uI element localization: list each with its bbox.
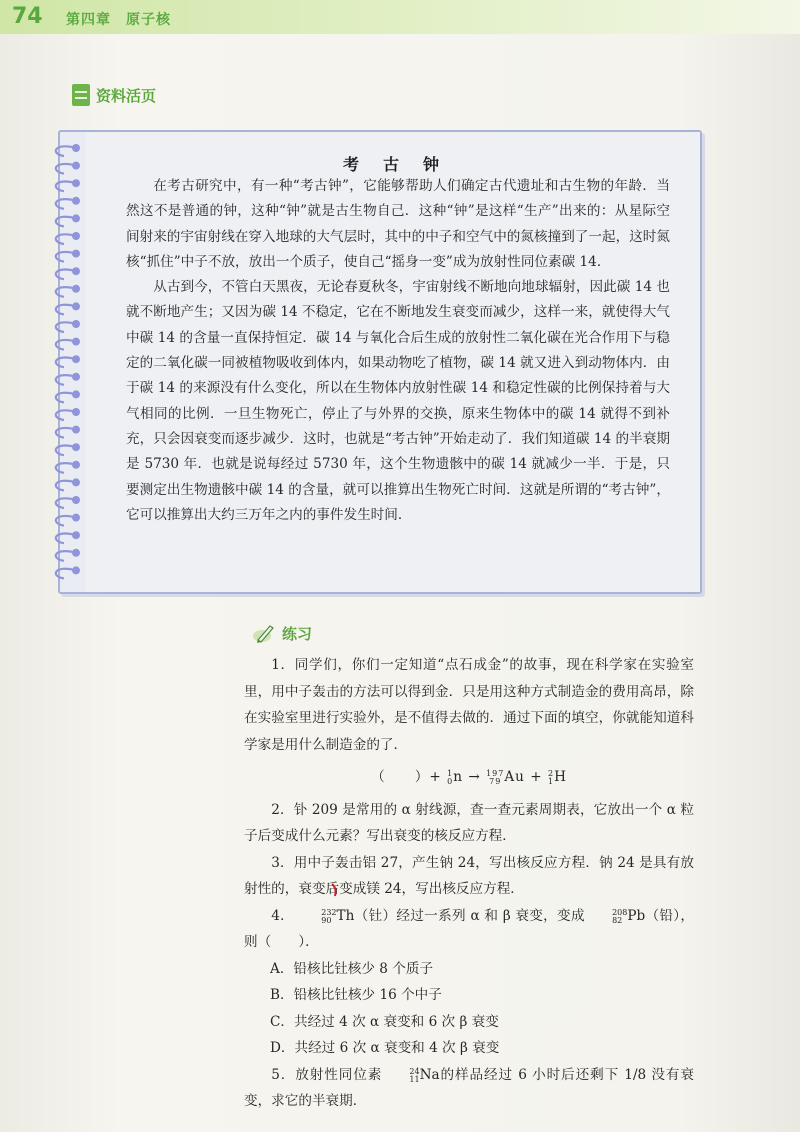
atomic-number: 79 [489, 777, 502, 786]
spiral-ring [56, 569, 76, 579]
nuclide-thorium [294, 908, 336, 925]
exercise-header [252, 622, 312, 644]
equation-1 [244, 764, 694, 791]
spiral-ring [56, 182, 76, 192]
chapter-title: 第四章 原子核 [66, 12, 171, 28]
mass-number: 197 [486, 769, 505, 778]
spiral-ring [56, 252, 76, 262]
page-number: 74 [12, 4, 43, 29]
spiral-ring [56, 410, 76, 420]
atomic-number: 82 [612, 915, 623, 925]
article-title: 考 古 钟 [342, 155, 443, 174]
exercise-1: 1．同学们，你们一定知道“点石成金”的故事，现在科学家在实验室里，用中子轰击的方法可以得到金．只是用这种方式制造金的费用高昂，除在实验室里进行实验外，是不值得去做的．通过下面的填空，你就能知道科学家是用什么制造金的了． [244, 657, 694, 753]
spiral-ring [56, 287, 76, 297]
spiral-ring [56, 217, 76, 227]
nuclide-lead [585, 908, 627, 925]
spiral-ring [56, 516, 76, 526]
exercise-3: 3．用中子轰击铝 27，产生钠 24，写出核反应方程．钠 24 是具有放射性的，衰变后变成镁 24，写出核反应方程． [244, 854, 694, 897]
nuclide-gold [486, 769, 504, 786]
eq-arrow: → [468, 769, 481, 785]
exercise-list [244, 652, 694, 1115]
q4-lead: Pb（铅），则（ ）． [244, 907, 695, 950]
spiral-ring [56, 234, 76, 244]
article-paragraph: 在考古研究中，有一种“考古钟”，它能够帮助人们确定古代遗址和古生物的年龄．当然这不是普通的钟，这种“钟”就是古生物自己．这种“钟”是这样“生产”出来的：从星际空间射来的宇宙射线在穿入地球的大气层时，其中的中子和空气中的氮核撞到了一起，这时氮核“抓住”中子不放，放出一个质子，使自己“摇身一变”成为放射性同位素碳 14． [126, 178, 670, 270]
spiral-ring [56, 428, 76, 438]
exercise-label: 练习 [282, 624, 313, 643]
exercise-4 [244, 903, 694, 956]
atomic-number: 0 [447, 777, 454, 786]
spiral-ring [56, 164, 76, 174]
spiral-ring [56, 446, 76, 456]
q5-prefix: 5．放射性同位素 [271, 1066, 383, 1083]
option-a: A．铅核比钍核少 8 个质子 [270, 960, 434, 977]
eq-symbol: Au [504, 769, 525, 785]
mass-number: 24 [409, 1066, 420, 1076]
nuclide-deuterium [548, 769, 554, 786]
q4-prefix: 4． [271, 907, 295, 924]
page-header [0, 0, 800, 34]
atomic-number: 11 [409, 1074, 420, 1084]
spiral-ring [56, 199, 76, 209]
spiral-ring [56, 393, 76, 403]
exercise-5 [244, 1062, 694, 1115]
q5-symbol: Na [419, 1066, 440, 1083]
article-body [126, 174, 670, 528]
spiral-binding-icon [46, 138, 86, 584]
red-pen-mark-icon [331, 883, 339, 897]
exercise-2: 2．钋 209 是常用的 α 射线源，查一查元素周期表，它放出一个 α 粒子后变成什么元素？写出衰变的核反应方程． [244, 801, 694, 844]
spiral-ring [56, 498, 76, 508]
spiral-ring [56, 534, 76, 544]
mass-number: 232 [321, 907, 337, 917]
eq-blank: （ ）+ [371, 769, 442, 785]
spiral-ring [56, 551, 76, 561]
option-c: C．共经过 4 次 α 衰变和 6 次 β 衰变 [270, 1013, 499, 1030]
spiral-ring [56, 322, 76, 332]
option-b: B．铅核比钍核少 16 个中子 [270, 987, 442, 1003]
q4-thorium: Th（钍） [336, 907, 397, 924]
document-icon [72, 84, 90, 106]
spiral-ring [56, 146, 76, 156]
mass-number: 2 [547, 769, 555, 778]
notebook-page [86, 132, 700, 592]
mass-number: 1 [447, 769, 454, 778]
eq-plus: + [530, 769, 543, 785]
atomic-number: 1 [547, 777, 555, 786]
q4-middle: 经过一系列 α 和 β 衰变，变成 [396, 907, 585, 924]
spiral-ring [56, 481, 76, 491]
article-paragraph: 从古到今，不管白天黑夜，无论春夏秋冬，宇宙射线不断地向地球辐射，因此碳 14 也就不断地产生；又因为碳 14 不稳定，它在不断地发生衰变而减少，这样一来，就使得大气中碳 14 的含量一直保持恒定．碳 14 与氧化合后生成的放射性二氧化碳在光合作用下与稳定的二氧化碳一同被植物吸收到体内，如果动物吃了植物，碳 14 就又进入到动物体内．由于碳 14 的来源没有什么变化，所以在生物体内放射性碳 14 和稳定性碳的比例保持着与大气相同的比例．一旦生物死亡，停止了与外界的交换，原来生物体中的碳 14 就得不到补充，只会因衰变而逐步减少．这时，也就是“考古钟”开始走动了．我们知道碳 14 的半衰期是 5730 年．也就是说每经过 5730 年，这个生物遗骸中的碳 14 就减少一半．于是，只要测定出生物遗骸中碳 14 的含量，就可以推算出生物死亡时间．这就是所谓的“考古钟”，它可以推算出大约三万年之内的事件发生时间． [126, 279, 670, 523]
spiral-ring [56, 358, 76, 368]
mass-number: 208 [612, 907, 628, 917]
section-label: 资料活页 [96, 86, 157, 105]
atomic-number: 90 [321, 915, 332, 925]
q5-text: 的样品经过 6 小时后还剩下 1/8 没有衰变，求它的半衰期． [244, 1066, 695, 1109]
option-d: D．共经过 6 次 α 衰变和 4 次 β 衰变 [270, 1040, 500, 1056]
nuclide-sodium [382, 1067, 419, 1084]
section-badge [72, 84, 156, 106]
notebook-box [58, 130, 702, 594]
pencil-icon [252, 622, 276, 644]
nuclide-neutron [447, 769, 453, 786]
eq-symbol: n [453, 769, 464, 785]
spiral-ring [56, 463, 76, 473]
spiral-ring [56, 270, 76, 280]
spiral-ring [56, 375, 76, 385]
eq-symbol: H [554, 769, 567, 785]
spiral-ring [56, 340, 76, 350]
spiral-ring [56, 305, 76, 315]
